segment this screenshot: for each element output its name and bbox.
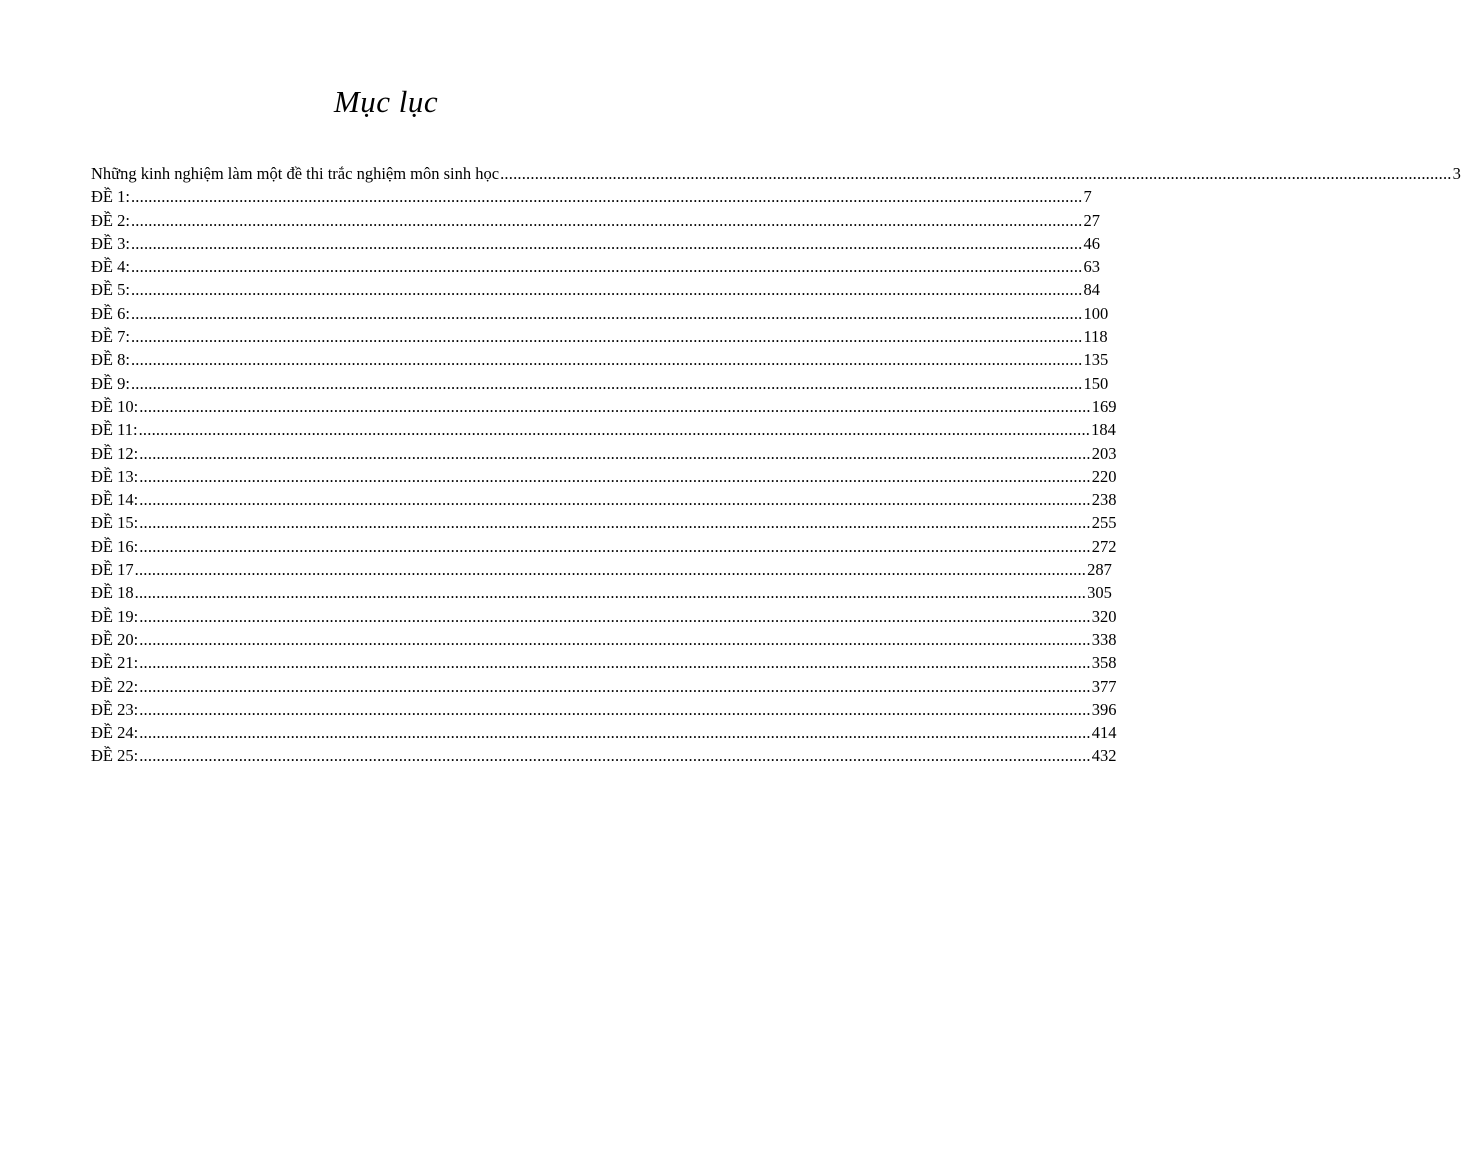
page-title: Mục lục bbox=[333, 84, 439, 119]
toc-entry[interactable] bbox=[91, 442, 1117, 465]
toc-entry[interactable] bbox=[91, 162, 1461, 185]
dot-leader: ............................................................................................................................................................................................................................ bbox=[139, 466, 1091, 486]
toc-entry-page-number: 272 bbox=[1091, 536, 1117, 556]
toc-entry-page-number: 414 bbox=[1091, 723, 1117, 743]
dot-leader: ............................................................................................................................................................................................................................ bbox=[130, 350, 1083, 370]
toc-entry-page-number: 396 bbox=[1091, 699, 1117, 719]
toc-entry-label: ĐỀ 10: bbox=[91, 396, 139, 416]
dot-leader: ............................................................................................................................................................................................................................ bbox=[139, 699, 1091, 719]
toc-entry-label: ĐỀ 21: bbox=[91, 653, 139, 673]
toc-entry-label: ĐỀ 8: bbox=[91, 350, 130, 370]
dot-leader: ............................................................................................................................................................................................................................ bbox=[139, 746, 1091, 766]
toc-entry-label: ĐỀ 15: bbox=[91, 513, 139, 533]
toc-entry-label: ĐỀ 12: bbox=[91, 443, 139, 463]
toc-entry[interactable] bbox=[91, 744, 1117, 767]
toc-entry[interactable] bbox=[91, 721, 1117, 744]
toc-entry-page-number: 184 bbox=[1091, 420, 1116, 440]
toc-entry-page-number: 338 bbox=[1091, 629, 1117, 649]
toc-entry-label: ĐỀ 16: bbox=[91, 536, 139, 556]
toc-entry-page-number: 27 bbox=[1083, 210, 1100, 230]
dot-leader: ............................................................................................................................................................................................................................ bbox=[139, 629, 1091, 649]
toc-entry-label: ĐỀ 22: bbox=[91, 676, 139, 696]
toc-entry[interactable] bbox=[91, 278, 1100, 301]
dot-leader: ............................................................................................................................................................................................................................ bbox=[500, 164, 1452, 183]
toc-entry-page-number: 135 bbox=[1083, 350, 1109, 370]
toc-entry[interactable] bbox=[91, 698, 1117, 721]
dot-leader: ............................................................................................................................................................................................................................ bbox=[130, 210, 1083, 230]
toc-entry-label: ĐỀ 19: bbox=[91, 606, 139, 626]
toc-entry-page-number: 305 bbox=[1087, 583, 1112, 603]
toc-entry[interactable] bbox=[91, 255, 1100, 278]
toc-entry-page-number: 150 bbox=[1083, 373, 1109, 393]
toc-entry-page-number: 169 bbox=[1091, 396, 1117, 416]
toc-entry[interactable] bbox=[91, 535, 1117, 558]
toc-entry-label: ĐỀ 5: bbox=[91, 280, 130, 300]
toc-entry-page-number: 377 bbox=[1091, 676, 1117, 696]
toc-entry[interactable] bbox=[91, 325, 1108, 348]
toc-entry-label: ĐỀ 13: bbox=[91, 466, 139, 486]
toc-entry[interactable] bbox=[91, 581, 1112, 604]
dot-leader: ............................................................................................................................................................................................................................ bbox=[130, 187, 1083, 207]
dot-leader: ............................................................................................................................................................................................................................ bbox=[139, 723, 1091, 743]
toc-entry[interactable] bbox=[91, 372, 1109, 395]
toc-entry-label: Những kinh nghiệm làm một đề thi trắc nghiệm môn sinh học bbox=[91, 164, 500, 183]
toc-entry-label: ĐỀ 7: bbox=[91, 327, 130, 347]
toc-entry-label: ĐỀ 14: bbox=[91, 490, 139, 510]
dot-leader: ............................................................................................................................................................................................................................ bbox=[130, 303, 1083, 323]
toc-entry[interactable] bbox=[91, 418, 1116, 441]
toc-entry-page-number: 320 bbox=[1091, 606, 1117, 626]
toc-entry[interactable] bbox=[91, 209, 1100, 232]
toc-entry[interactable] bbox=[91, 395, 1117, 418]
toc-entry-label: ĐỀ 3: bbox=[91, 233, 130, 253]
dot-leader: ............................................................................................................................................................................................................................ bbox=[139, 653, 1091, 673]
toc-entry-page-number: 100 bbox=[1083, 303, 1109, 323]
dot-leader: ............................................................................................................................................................................................................................ bbox=[139, 536, 1091, 556]
dot-leader: ............................................................................................................................................................................................................................ bbox=[130, 327, 1083, 347]
toc-entry-page-number: 118 bbox=[1083, 327, 1108, 347]
toc-entry-label: ĐỀ 17 bbox=[91, 560, 134, 580]
toc-entry-page-number: 432 bbox=[1091, 746, 1117, 766]
toc-entry-page-number: 7 bbox=[1083, 187, 1092, 207]
toc-entry[interactable] bbox=[91, 605, 1117, 628]
toc-entry-page-number: 46 bbox=[1083, 233, 1100, 253]
dot-leader: ............................................................................................................................................................................................................................ bbox=[139, 396, 1091, 416]
toc-entry-page-number: 84 bbox=[1083, 280, 1100, 300]
table-of-contents bbox=[91, 162, 1461, 768]
toc-entry-label: ĐỀ 23: bbox=[91, 699, 139, 719]
toc-entry[interactable] bbox=[91, 558, 1112, 581]
toc-entry-label: ĐỀ 20: bbox=[91, 629, 139, 649]
dot-leader: ............................................................................................................................................................................................................................ bbox=[139, 443, 1091, 463]
toc-entry[interactable] bbox=[91, 185, 1092, 208]
toc-entry-page-number: 63 bbox=[1083, 257, 1100, 277]
toc-entry-label: ĐỀ 1: bbox=[91, 187, 130, 207]
toc-entry-page-number: 220 bbox=[1091, 466, 1117, 486]
toc-entry[interactable] bbox=[91, 302, 1109, 325]
toc-entry[interactable] bbox=[91, 628, 1117, 651]
toc-entry[interactable] bbox=[91, 488, 1117, 511]
dot-leader: ............................................................................................................................................................................................................................ bbox=[130, 280, 1083, 300]
toc-entry-page-number: 3 bbox=[1452, 164, 1461, 183]
dot-leader: ............................................................................................................................................................................................................................ bbox=[130, 373, 1083, 393]
dot-leader: ............................................................................................................................................................................................................................ bbox=[130, 257, 1083, 277]
toc-entry-page-number: 358 bbox=[1091, 653, 1117, 673]
toc-entry[interactable] bbox=[91, 675, 1117, 698]
dot-leader: ............................................................................................................................................................................................................................ bbox=[134, 560, 1087, 580]
toc-entry-label: ĐỀ 24: bbox=[91, 723, 139, 743]
toc-entry[interactable] bbox=[91, 348, 1109, 371]
dot-leader: ............................................................................................................................................................................................................................ bbox=[139, 606, 1091, 626]
toc-entry[interactable] bbox=[91, 651, 1117, 674]
dot-leader: ............................................................................................................................................................................................................................ bbox=[139, 676, 1091, 696]
toc-entry-page-number: 238 bbox=[1091, 490, 1117, 510]
toc-entry-label: ĐỀ 2: bbox=[91, 210, 130, 230]
dot-leader: ............................................................................................................................................................................................................................ bbox=[134, 583, 1087, 603]
toc-entry-label: ĐỀ 11: bbox=[91, 420, 138, 440]
toc-entry-label: ĐỀ 6: bbox=[91, 303, 130, 323]
toc-entry-page-number: 287 bbox=[1087, 560, 1112, 580]
toc-entry-label: ĐỀ 18 bbox=[91, 583, 134, 603]
toc-entry-label: ĐỀ 4: bbox=[91, 257, 130, 277]
toc-entry[interactable] bbox=[91, 511, 1117, 534]
toc-entry[interactable] bbox=[91, 465, 1117, 488]
toc-entry-page-number: 255 bbox=[1091, 513, 1117, 533]
toc-entry-label: ĐỀ 9: bbox=[91, 373, 130, 393]
toc-entry[interactable] bbox=[91, 232, 1100, 255]
toc-entry-page-number: 203 bbox=[1091, 443, 1117, 463]
dot-leader: ............................................................................................................................................................................................................................ bbox=[138, 420, 1091, 440]
toc-entry-label: ĐỀ 25: bbox=[91, 746, 139, 766]
dot-leader: ............................................................................................................................................................................................................................ bbox=[139, 490, 1091, 510]
dot-leader: ............................................................................................................................................................................................................................ bbox=[130, 233, 1083, 253]
dot-leader: ............................................................................................................................................................................................................................ bbox=[139, 513, 1091, 533]
